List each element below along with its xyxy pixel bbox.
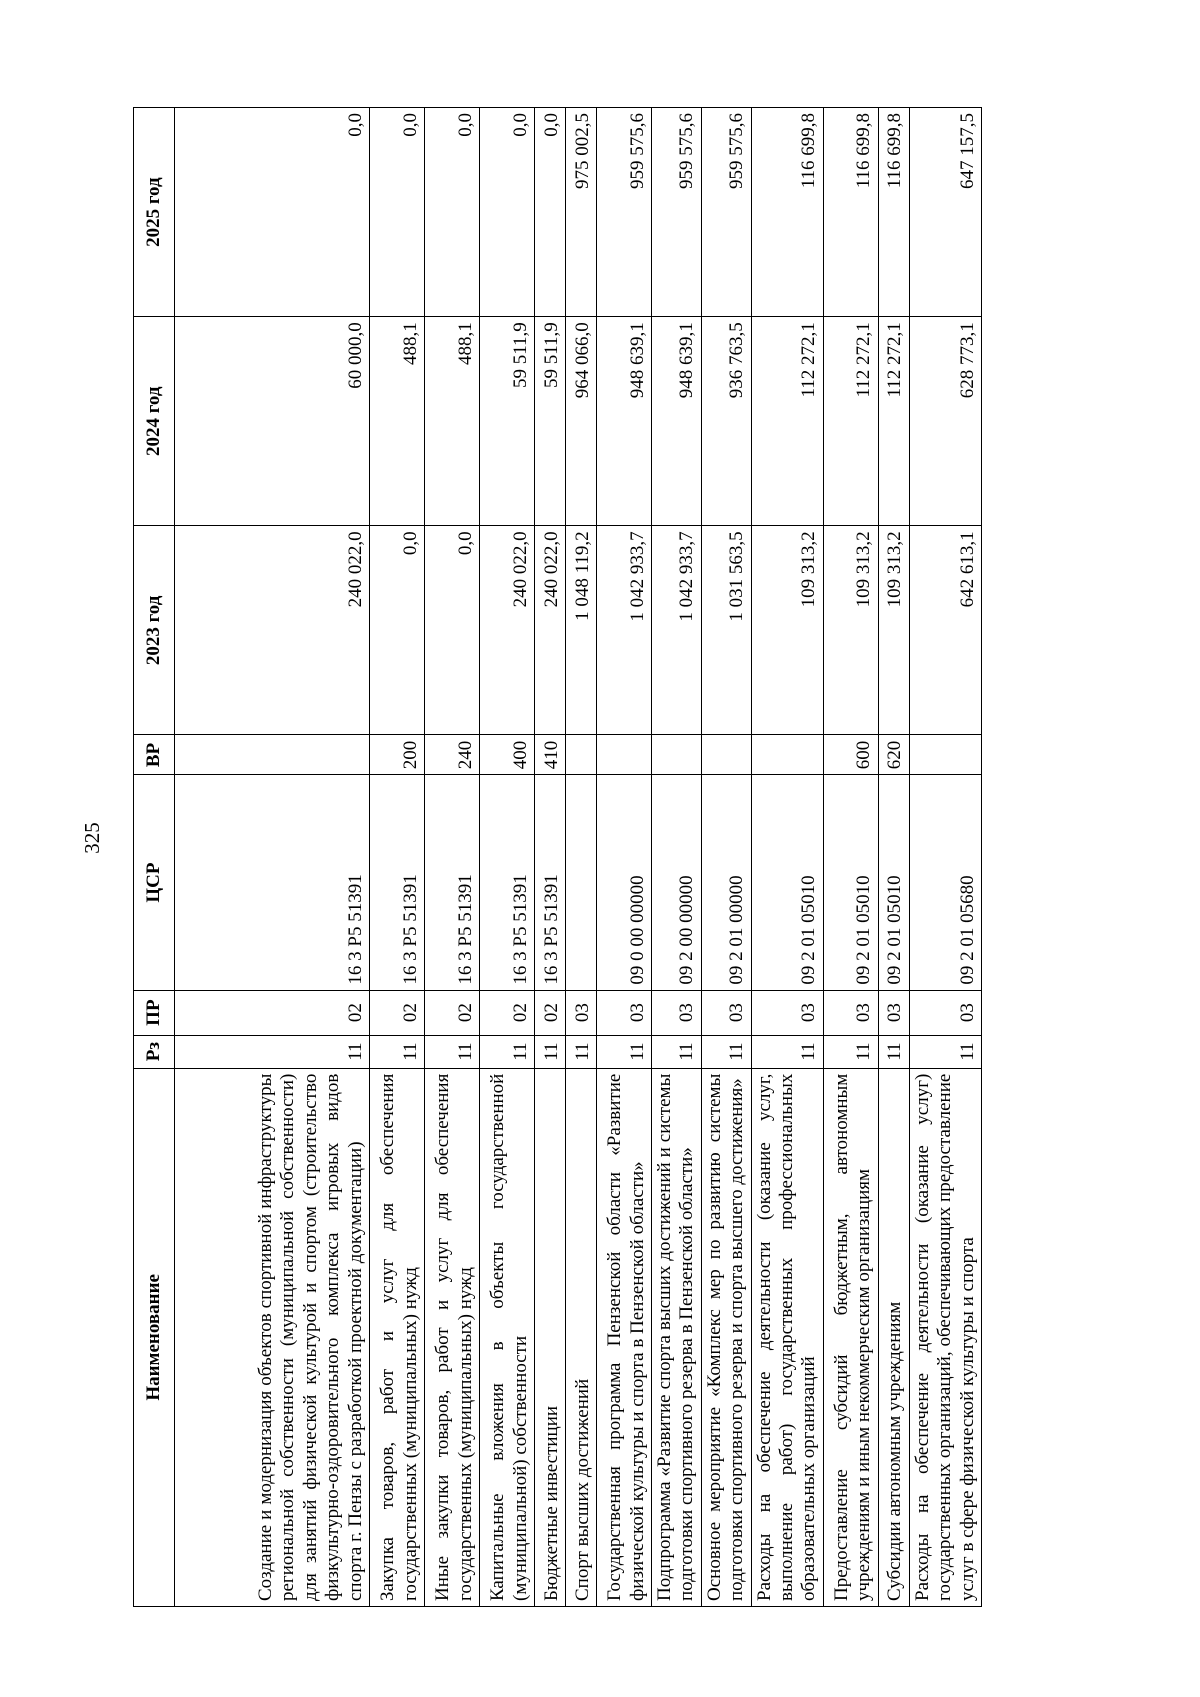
- row-name: Бюджетные инвестиции: [535, 1068, 566, 1606]
- row-rz: 11: [878, 1035, 909, 1068]
- row-2025: 959 575,6: [652, 108, 702, 317]
- row-pr: 03: [878, 990, 909, 1035]
- row-vr: [175, 735, 370, 775]
- rotated-table-area: [133, 107, 1063, 1607]
- table-row: [370, 108, 425, 1607]
- row-2023: 1 042 933,7: [597, 526, 652, 735]
- row-csr: 09 2 01 05010: [823, 775, 878, 990]
- rotated-table-inner: [133, 107, 1063, 1607]
- table-row: [751, 108, 823, 1607]
- row-2025: 0,0: [175, 108, 370, 317]
- header-rz: Рз: [134, 1035, 175, 1068]
- row-name: Государственная программа Пензенской области «Развитие физической культуры и спорта в Пензенской области»: [597, 1068, 652, 1606]
- budget-table: [133, 107, 982, 1607]
- row-rz: 11: [566, 1035, 597, 1068]
- row-vr: 600: [823, 735, 878, 775]
- row-pr: 02: [425, 990, 480, 1035]
- table-header-row: [134, 108, 175, 1607]
- page-number: 325: [80, 822, 104, 854]
- row-csr: 09 2 00 00000: [652, 775, 702, 990]
- header-2024: 2024 год: [134, 317, 175, 526]
- table-row: [597, 108, 652, 1607]
- row-rz: 11: [535, 1035, 566, 1068]
- row-rz: 11: [175, 1035, 370, 1068]
- row-2023: 1 042 933,7: [652, 526, 702, 735]
- row-rz: 11: [751, 1035, 823, 1068]
- header-name: Наименование: [134, 1068, 175, 1606]
- row-2024: 488,1: [425, 317, 480, 526]
- row-2025: 959 575,6: [597, 108, 652, 317]
- row-rz: 11: [652, 1035, 702, 1068]
- row-csr: 09 0 00 00000: [597, 775, 652, 990]
- row-vr: [566, 735, 597, 775]
- row-vr: [701, 735, 751, 775]
- row-2025: 0,0: [480, 108, 535, 317]
- row-csr: 16 3 Р5 51391: [175, 775, 370, 990]
- row-2025: 0,0: [535, 108, 566, 317]
- row-pr: 02: [370, 990, 425, 1035]
- row-2024: 112 272,1: [878, 317, 909, 526]
- row-vr: 240: [425, 735, 480, 775]
- row-name: Расходы на обеспечение деятельности (оказание услуг) государственных организаций, обеспечивающих предоставление услуг в сфере физической культуры и спорта: [909, 1068, 981, 1606]
- row-2023: 0,0: [425, 526, 480, 735]
- row-name: Закупка товаров, работ и услуг для обеспечения государственных (муниципальных) нужд: [370, 1068, 425, 1606]
- row-2024: 964 066,0: [566, 317, 597, 526]
- row-2024: 948 639,1: [652, 317, 702, 526]
- row-vr: 410: [535, 735, 566, 775]
- row-2024: 948 639,1: [597, 317, 652, 526]
- row-csr: 09 2 01 00000: [701, 775, 751, 990]
- row-2023: 109 313,2: [751, 526, 823, 735]
- row-2024: 112 272,1: [823, 317, 878, 526]
- row-2025: 116 699,8: [823, 108, 878, 317]
- row-2023: 240 022,0: [175, 526, 370, 735]
- row-pr: 03: [823, 990, 878, 1035]
- row-name: Спорт высших достижений: [566, 1068, 597, 1606]
- row-name: Иные закупки товаров, работ и услуг для обеспечения государственных (муниципальных) нужд: [425, 1068, 480, 1606]
- table-row: [480, 108, 535, 1607]
- row-pr: 02: [175, 990, 370, 1035]
- row-csr: 09 2 01 05010: [751, 775, 823, 990]
- table-row: [175, 108, 370, 1607]
- row-name: Создание и модернизация объектов спортивной инфраструктуры региональной собственности (муниципальной собственности) для занятий физической культурой и спортом (строительство физкультурно-оздоровительного комплекса игровых видов спорта г. Пензы с разработкой проектной документации): [175, 1068, 370, 1606]
- header-2023: 2023 год: [134, 526, 175, 735]
- row-csr: 09 2 01 05010: [878, 775, 909, 990]
- row-pr: 03: [597, 990, 652, 1035]
- row-pr: 03: [701, 990, 751, 1035]
- row-2023: 240 022,0: [480, 526, 535, 735]
- header-vr: ВР: [134, 735, 175, 775]
- row-vr: 200: [370, 735, 425, 775]
- row-vr: 620: [878, 735, 909, 775]
- row-rz: 11: [425, 1035, 480, 1068]
- row-2023: 109 313,2: [878, 526, 909, 735]
- table-row: [566, 108, 597, 1607]
- row-vr: [751, 735, 823, 775]
- row-2025: 647 157,5: [909, 108, 981, 317]
- row-rz: 11: [597, 1035, 652, 1068]
- row-2024: 936 763,5: [701, 317, 751, 526]
- row-rz: 11: [370, 1035, 425, 1068]
- table-row: [909, 108, 981, 1607]
- row-pr: 02: [480, 990, 535, 1035]
- row-2025: 0,0: [370, 108, 425, 317]
- row-pr: 03: [652, 990, 702, 1035]
- row-name: Подпрограмма «Развитие спорта высших достижений и системы подготовки спортивного резерва в Пензенской области»: [652, 1068, 702, 1606]
- row-name: Субсидии автономным учреждениям: [878, 1068, 909, 1606]
- row-2025: 959 575,6: [701, 108, 751, 317]
- row-2024: 488,1: [370, 317, 425, 526]
- row-vr: [909, 735, 981, 775]
- row-name: Расходы на обеспечение деятельности (оказание услуг, выполнение работ) государственных профессиональных образовательных организаций: [751, 1068, 823, 1606]
- row-name: Предоставление субсидий бюджетным, автономным учреждениям и иным некоммерческим организациям: [823, 1068, 878, 1606]
- table-row: [823, 108, 878, 1607]
- row-csr: 16 3 Р5 51391: [480, 775, 535, 990]
- row-rz: 11: [823, 1035, 878, 1068]
- header-2025: 2025 год: [134, 108, 175, 317]
- row-2023: 109 313,2: [823, 526, 878, 735]
- row-vr: 400: [480, 735, 535, 775]
- row-2023: 642 613,1: [909, 526, 981, 735]
- row-rz: 11: [909, 1035, 981, 1068]
- row-csr: 16 3 Р5 51391: [370, 775, 425, 990]
- row-2024: 112 272,1: [751, 317, 823, 526]
- row-2025: 0,0: [425, 108, 480, 317]
- row-rz: 11: [701, 1035, 751, 1068]
- row-vr: [652, 735, 702, 775]
- row-2025: 116 699,8: [751, 108, 823, 317]
- row-rz: 11: [480, 1035, 535, 1068]
- row-2025: 116 699,8: [878, 108, 909, 317]
- row-csr: 16 3 Р5 51391: [425, 775, 480, 990]
- table-row: [878, 108, 909, 1607]
- table-row: [425, 108, 480, 1607]
- row-name: Основное мероприятие «Комплекс мер по развитию системы подготовки спортивного резерва и спорта высшего достижения»: [701, 1068, 751, 1606]
- row-2023: 240 022,0: [535, 526, 566, 735]
- row-2024: 60 000,0: [175, 317, 370, 526]
- row-2023: 0,0: [370, 526, 425, 735]
- row-vr: [597, 735, 652, 775]
- row-csr: [566, 775, 597, 990]
- row-name: Капитальные вложения в объекты государственной (муниципальной) собственности: [480, 1068, 535, 1606]
- row-pr: 02: [535, 990, 566, 1035]
- row-2023: 1 048 119,2: [566, 526, 597, 735]
- row-2024: 59 511,9: [535, 317, 566, 526]
- row-2025: 975 002,5: [566, 108, 597, 317]
- header-pr: ПР: [134, 990, 175, 1035]
- row-pr: 03: [566, 990, 597, 1035]
- table-row: [535, 108, 566, 1607]
- row-pr: 03: [909, 990, 981, 1035]
- row-2024: 628 773,1: [909, 317, 981, 526]
- row-2023: 1 031 563,5: [701, 526, 751, 735]
- row-pr: 03: [751, 990, 823, 1035]
- header-csr: ЦСР: [134, 775, 175, 990]
- row-csr: 16 3 Р5 51391: [535, 775, 566, 990]
- table-row: [652, 108, 702, 1607]
- row-csr: 09 2 01 05680: [909, 775, 981, 990]
- table-row: [701, 108, 751, 1607]
- row-2024: 59 511,9: [480, 317, 535, 526]
